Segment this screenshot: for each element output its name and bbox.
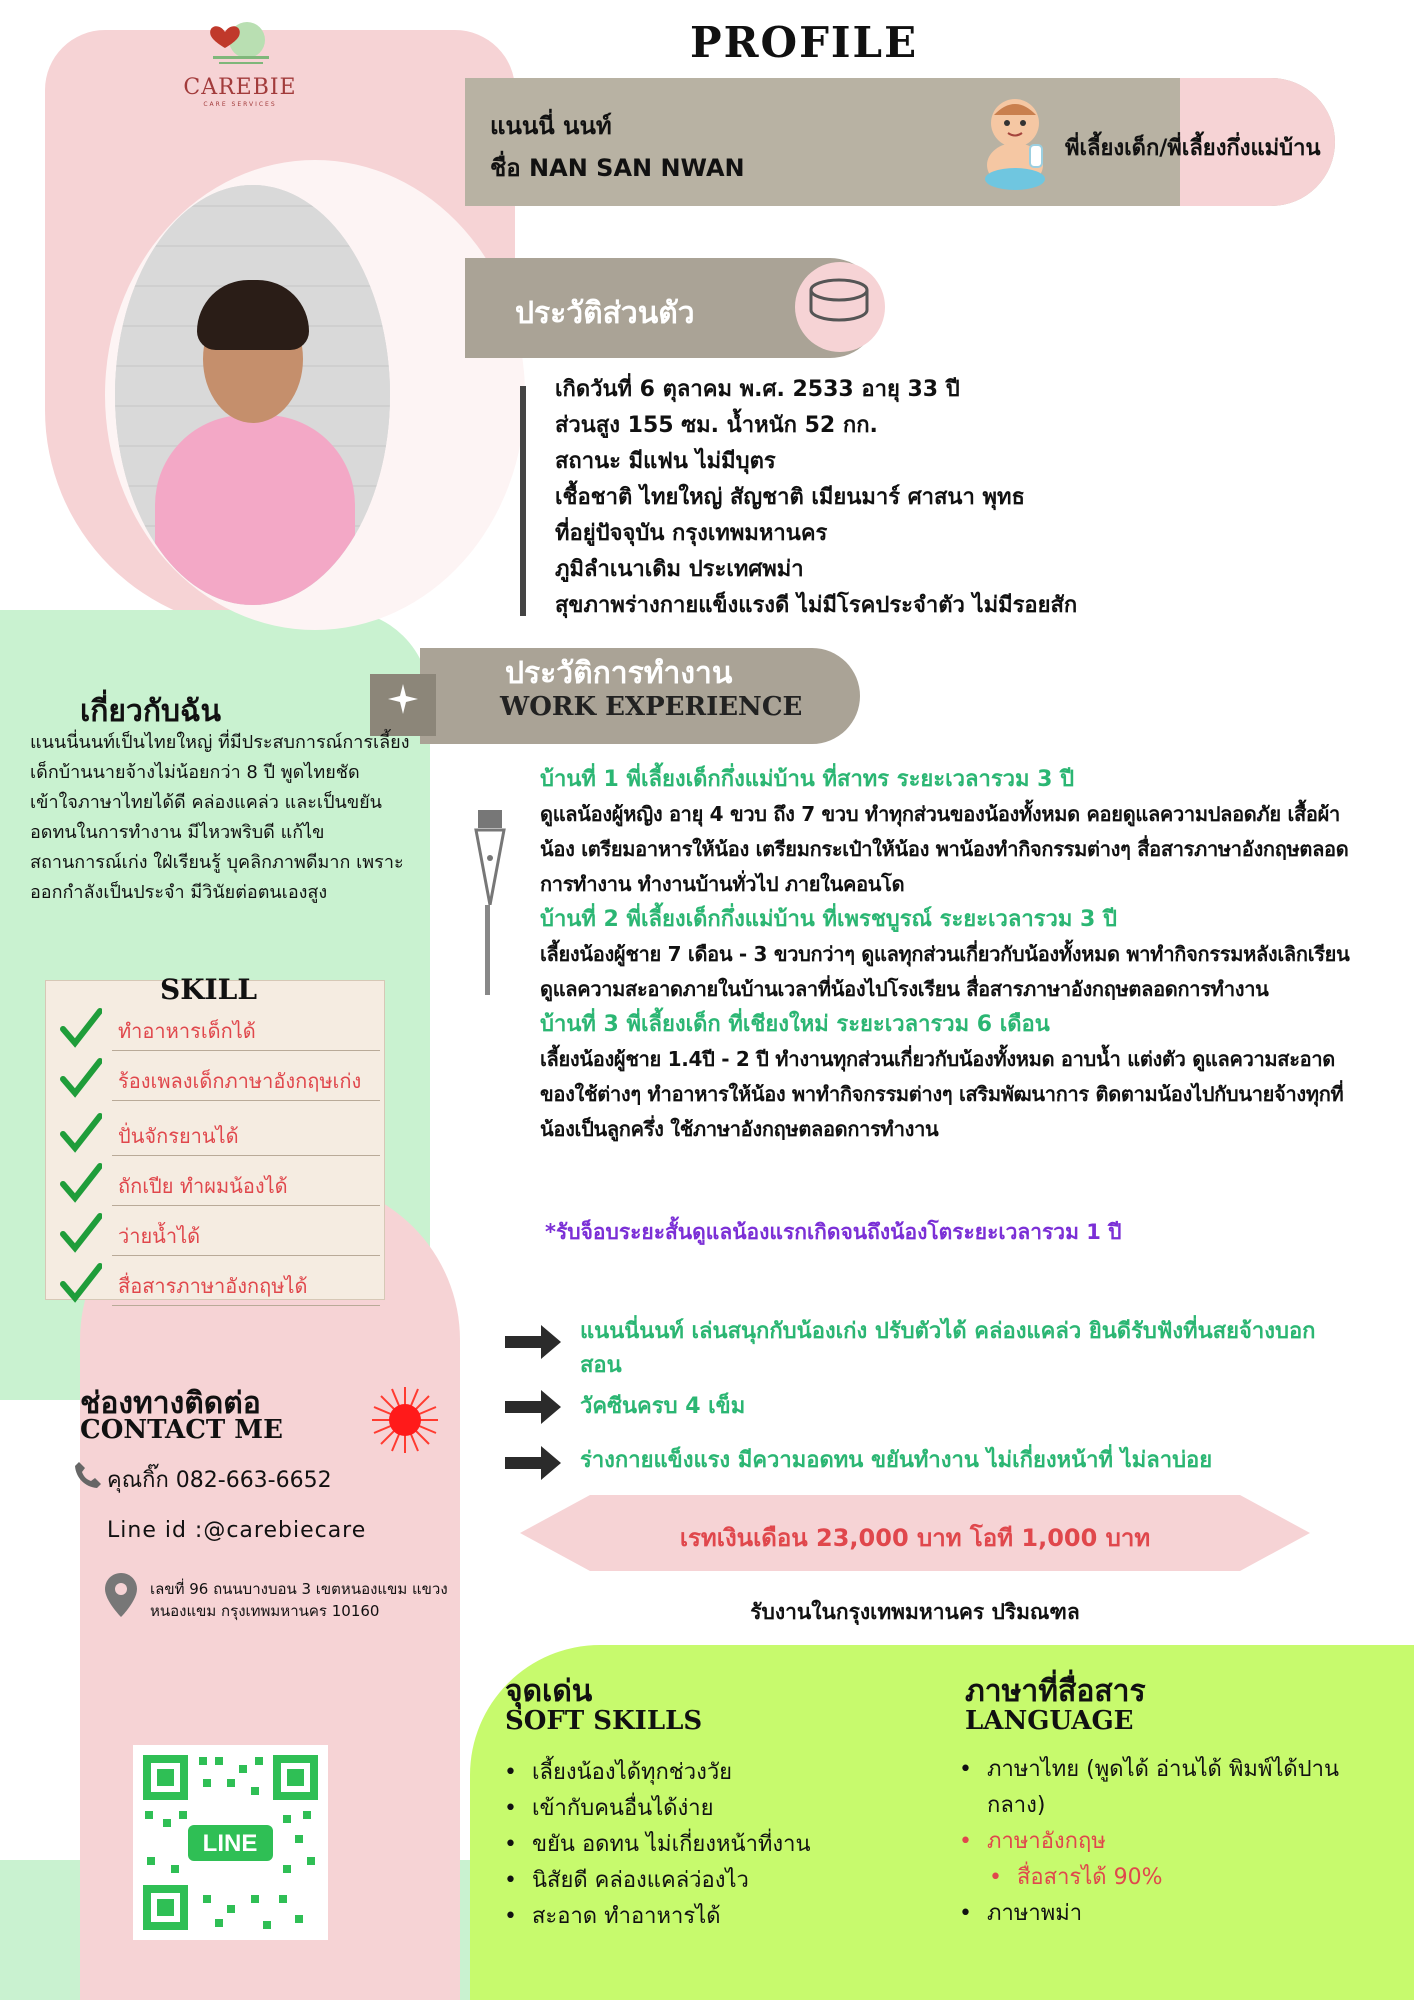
arrow-right-icon: [505, 1325, 561, 1359]
job-2-heading: บ้านที่ 2 พี่เลี้ยงเด็กกึ่งแม่บ้าน ที่เพรชบูรณ์ ระยะเวลารวม 3 ปี: [540, 907, 1117, 932]
carebie-logo-icon: [205, 18, 275, 68]
skill-item: ว่ายน้ำได้: [60, 1210, 380, 1256]
checkmark-icon: [60, 1262, 102, 1304]
soft-skills-subtitle: SOFT SKILLS: [505, 1706, 703, 1736]
language-english: • ภาษาอังกฤษ: [955, 1824, 1375, 1860]
nickname: แนนนี่ นนท์: [490, 112, 612, 140]
personal-divider: [520, 386, 526, 616]
highlight-3: ร่างกายแข็งแรง มีความอดทน ขยันทำงาน ไม่เกี่ยงหน้าที่ ไม่ลาบ่อย: [580, 1448, 1213, 1473]
location-pin-icon: [105, 1573, 137, 1617]
logo-subtext: CARE SERVICES: [203, 101, 277, 108]
job-3-heading: บ้านที่ 3 พี่เลี้ยงเด็ก ที่เชียงใหม่ ระยะเวลารวม 6 เดือน: [540, 1012, 1050, 1037]
contact-phone[interactable]: คุณกิ๊ก 082-663-6652: [107, 1468, 332, 1493]
sparkle-icon: [388, 684, 418, 714]
personal-line-ethnicity: เชื้อชาติ ไทยใหญ่ สัญชาติ เมียนมาร์ ศาสนา พุทธ: [555, 485, 1025, 510]
language-subtitle: LANGUAGE: [965, 1706, 1134, 1736]
qr-pattern: [133, 1745, 328, 1940]
phone-icon: [73, 1460, 103, 1490]
personal-line-birth: เกิดวันที่ 6 ตุลาคม พ.ศ. 2533 อายุ 33 ปี: [555, 377, 960, 402]
job-1-heading: บ้านที่ 1 พี่เลี้ยงเด็กกึ่งแม่บ้าน ที่สาทร ระยะเวลารวม 3 ปี: [540, 767, 1075, 792]
salary-text: เรทเงินเดือน 23,000 บาท โอที 1,000 บาท: [679, 1524, 1151, 1552]
job-3-detail: เลี้ยงน้องผู้ชาย 1.4ปี - 2 ปี ทำงานทุกส่วนเกี่ยวกับน้องทั้งหมด อาบน้ำ แต่งตัว ดูแลความสะอาดของใช้ต่างๆ ทำอาหารให้น้อง พาทำกิจกรรมต่างๆ เสริมพัฒนาการ ติดตามน้องไปกับนายจ้างทุกที่ น้องเป็นลูกครึ่ง ใช้ภาษาอังกฤษตลอดการทำงาน: [540, 1047, 1344, 1141]
highlight-2: วัคซีนครบ 4 เข็ม: [580, 1394, 746, 1419]
list-item: • สะอาด ทำอาหารได้: [500, 1899, 940, 1935]
short-job-note: *รับจ็อบระยะสั้นดูแลน้องแรกเกิดจนถึงน้องโตระยะเวลารวม 1 ปี: [545, 1220, 1122, 1244]
list-item: • นิสัยดี คล่องแคล่ว่องไว: [500, 1863, 940, 1899]
about-text: แนนนี่นนท์เป็นไทยใหญ่ ที่มีประสบการณ์การเลี้ยงเด็กบ้านนายจ้างไม่น้อยกว่า 8 ปี พูดไทยชัด เข้าใจภาษาไทยได้ดี คล่องแคล่ว และเป็นขยัน อดทนในการทำงาน มีไหวพริบดี แก้ไขสถานการณ์เก่ง ใฝ่เรียนรู้ บุคลิกภาพดีมาก เพราะออกกำลังเป็นประจำ มีวินัยต่อตนเองสูง: [30, 732, 410, 903]
list-item: • เลี้ยงน้องได้ทุกช่วงวัย: [500, 1755, 940, 1791]
coin-stack-icon: [807, 276, 872, 326]
work-area-text: รับงานในกรุงเทพมหานคร ปริมณฑล: [750, 1600, 1080, 1624]
page-title: PROFILE: [690, 18, 919, 67]
logo-text: CAREBIE: [183, 75, 297, 100]
checkmark-icon: [60, 1162, 102, 1204]
profile-photo: [115, 185, 390, 605]
fountain-pen-icon: [470, 810, 510, 905]
list-item: • เข้ากับคนอื่นได้ง่าย: [500, 1791, 940, 1827]
highlight-1: แนนนี่นนท์ เล่นสนุกกับน้องเก่ง ปรับตัวได้ คล่องแคล่ว ยินดีรับฟังที่นสยจ้างบอกสอน: [580, 1319, 1316, 1378]
language-title: ภาษาที่สื่อสาร: [965, 1674, 1146, 1709]
job-2-detail: เลี้ยงน้องผู้ชาย 7 เดือน - 3 ขวบกว่าๆ ดูแลทุกส่วนเกี่ยวกับน้องทั้งหมด พาทำกิจกรรมหลังเลิกเรียน ดูแลความสะอาดภายในบ้านเวลาที่น้องไปโรงเรียน สื่อสารภาษาอังกฤษตลอดการทำงาน: [540, 942, 1350, 1001]
personal-line-height: ส่วนสูง 155 ซม. น้ำหนัก 52 กก.: [555, 413, 878, 438]
checkmark-icon: [60, 1057, 102, 1099]
personal-line-address: ที่อยู่ปัจจุบัน กรุงเทพมหานคร: [555, 521, 828, 546]
language-list: [955, 1752, 1375, 1932]
work-section-title: ประวัติการทำงาน: [505, 656, 733, 691]
role-title: พี่เลี้ยงเด็ก/พี่เลี้ยงกึ่งแม่บ้าน: [1065, 136, 1321, 161]
full-name: ชื่อ NAN SAN NWAN: [490, 154, 745, 182]
language-burmese: • ภาษาพม่า: [955, 1896, 1375, 1932]
work-divider: [485, 905, 490, 995]
personal-line-hometown: ภูมิลำเนาเดิม ประเทศพม่า: [555, 557, 804, 582]
line-qr-code[interactable]: [133, 1745, 328, 1940]
qr-line-label: LINE: [202, 1830, 258, 1857]
language-english-level: • สื่อสารได้ 90%: [955, 1860, 1375, 1896]
personal-details: [555, 372, 1077, 624]
skill-item: ร้องเพลงเด็กภาษาอังกฤษเก่ง: [60, 1055, 380, 1101]
list-item: • ขยัน อดทน ไม่เกี่ยงหน้าที่งาน: [500, 1827, 940, 1863]
work-history: [540, 762, 1370, 1147]
personal-line-health: สุขภาพร่างกายแข็งแรงดี ไม่มีโรคประจำตัว ไม่มีรอยสัก: [555, 593, 1078, 618]
soft-skills-title: จุดเด่น: [505, 1674, 593, 1709]
skill-item: ทำอาหารเด็กได้: [60, 1005, 380, 1051]
contact-address: เลขที่ 96 ถนนบางบอน 3 เขตหนองแขม แขวงหนองแขม กรุงเทพมหานคร 10160: [150, 1580, 448, 1620]
contact-line-id[interactable]: Line id :@carebiecare: [107, 1518, 367, 1543]
soft-skills-list: [500, 1755, 940, 1935]
personal-section-title: ประวัติส่วนตัว: [515, 296, 695, 331]
skill-item: ถักเปีย ทำผมน้องได้: [60, 1160, 380, 1206]
job-1-detail: ดูแลน้องผู้หญิง อายุ 4 ขวบ ถึง 7 ขวบ ทำทุกส่วนของน้องทั้งหมด คอยดูแลความปลอดภัย เสื้อผ้าน้อง เตรียมอาหารให้น้อง เตรียมกระเป๋าให้น้อง พาน้องทำกิจกรรมต่างๆ สื่อสารภาษาอังกฤษตลอดการทำงาน ทำงานบ้านทั่วไป ภายในคอนโด: [540, 802, 1349, 896]
checkmark-icon: [60, 1212, 102, 1254]
arrow-right-icon: [505, 1390, 561, 1424]
personal-line-status: สถานะ มีแฟน ไม่มีบุตร: [555, 449, 776, 474]
red-sun-icon: [370, 1385, 440, 1455]
arrow-right-icon: [505, 1446, 561, 1480]
work-section-subtitle: WORK EXPERIENCE: [500, 692, 803, 722]
checkmark-icon: [60, 1007, 102, 1049]
baby-icon: [980, 95, 1055, 190]
skill-item: ปั่นจักรยานได้: [60, 1110, 380, 1156]
contact-title: ช่องทางติดต่อ: [80, 1386, 261, 1421]
language-thai: • ภาษาไทย (พูดได้ อ่านได้ พิมพ์ได้ปานกลาง): [955, 1752, 1375, 1824]
skill-item: สื่อสารภาษาอังกฤษได้: [60, 1260, 380, 1306]
about-title: เกี่ยวกับฉัน: [80, 694, 221, 729]
contact-subtitle: CONTACT ME: [80, 1415, 283, 1445]
checkmark-icon: [60, 1112, 102, 1154]
skill-title: SKILL: [160, 973, 258, 1006]
